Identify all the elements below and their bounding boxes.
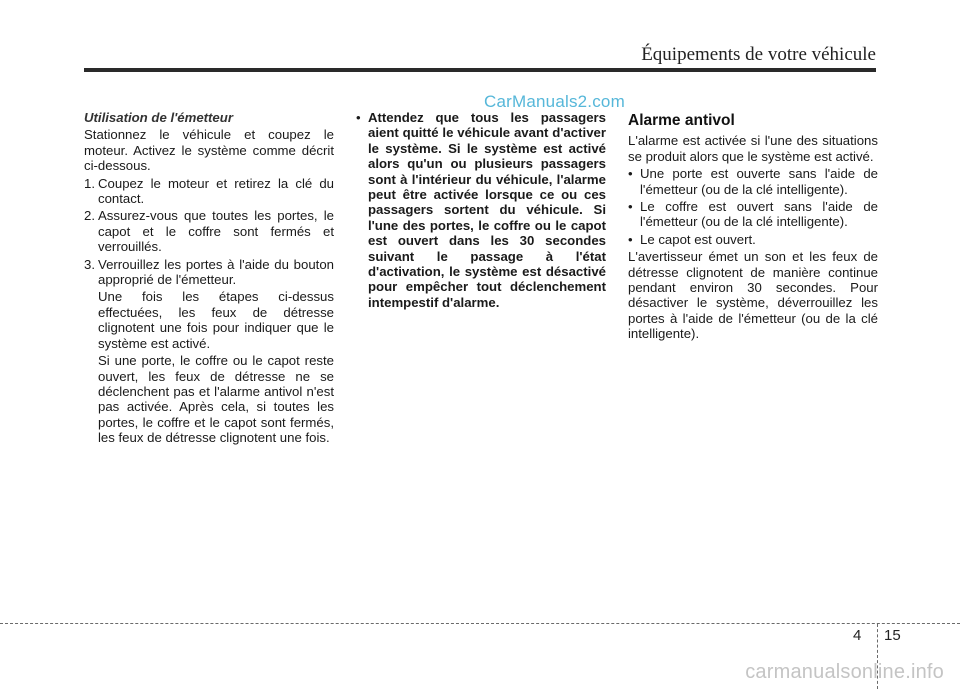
section-subhead: Utilisation de l'émetteur [84,110,233,125]
step-text: Coupez le moteur et retirez la clé du contact. [98,175,334,207]
column-left [84,110,334,448]
bullet-mark: • [356,110,361,125]
header-rule [84,68,876,72]
column-right [628,110,878,344]
outro-paragraph: L'avertisseur émet un son et les feux de détresse clignotent de manière continue pendant environ 30 secondes. Pour désactiver le système, déverrouillez les portes à l'aide de l'émetteur (ou de la clé intelligente). [628,249,878,342]
step-text: Verrouillez les portes à l'aide du bouton approprié de l'émetteur. [98,256,334,288]
watermark-bottom: carmanualsonline.info [745,661,944,683]
header-title: Équipements de votre véhicule [641,44,876,65]
section-heading: Alarme antivol [628,112,735,129]
bullet-mark: • [628,199,633,215]
step-item [84,208,334,254]
step-note-paragraph: Une fois les étapes ci-dessus effectuées, les feux de détresse clignotent une fois pour indiquer que le système est activé. [98,289,334,351]
intro-paragraph: Stationnez le véhicule et coupez le moteur. Activez le système comme décrit ci-dessous. [84,127,334,174]
step-item [84,176,334,207]
column-middle [356,110,606,312]
step-text: Assurez-vous que toutes les portes, le capot et le coffre sont fermés et verrouillés. [98,208,334,255]
chapter-number: 4 [853,627,862,644]
step-note-paragraph: Si une porte, le coffre ou le capot reste ouvert, les feux de détresse ne se déclenchent pas et l'alarme antivol n'est pas activée. Après cela, si toutes les portes, le coffre et le capot sont fermés, les feux de détresse clignotent une fois. [98,353,334,446]
step-number: 3. [84,256,95,272]
warning-bullet-item [356,110,606,310]
step-item [84,257,334,288]
bullet-text: Le capot est ouvert. [640,231,756,247]
bullet-text: Attendez que tous les passagers aient quitté le véhicule avant d'activer le système. Si le système est activé alors qu'un ou plusieurs passagers sont à l'intérieur du véhicule, l'alarme peut être activée lorsque ce ou ces passagers sortent du véhicule. Si l'une des portes, le coffre ou le capot est ouvert dans les 30 secondes suivant le passage à l'état d'activation, le système est désactivé pour empêcher tout déclenchement intempestif d'alarme. [368,110,606,310]
footer-dashed-rule [0,623,960,624]
step-number: 2. [84,208,95,224]
list-item [628,166,878,197]
step-number: 1. [84,175,95,191]
page-number: 15 [884,627,901,644]
bullet-text: Une porte est ouverte sans l'aide de l'émetteur (ou de la clé intelligente). [640,166,878,197]
intro-paragraph: L'alarme est activée si l'une des situations se produit alors que le système est activé. [628,133,878,164]
list-item [628,232,878,247]
bullet-mark: • [628,231,633,247]
bullet-mark: • [628,166,633,182]
list-item [628,199,878,230]
watermark-top: CarManuals2.com [484,92,625,111]
bullet-text: Le coffre est ouvert sans l'aide de l'émetteur (ou de la clé intelligente). [640,199,878,230]
